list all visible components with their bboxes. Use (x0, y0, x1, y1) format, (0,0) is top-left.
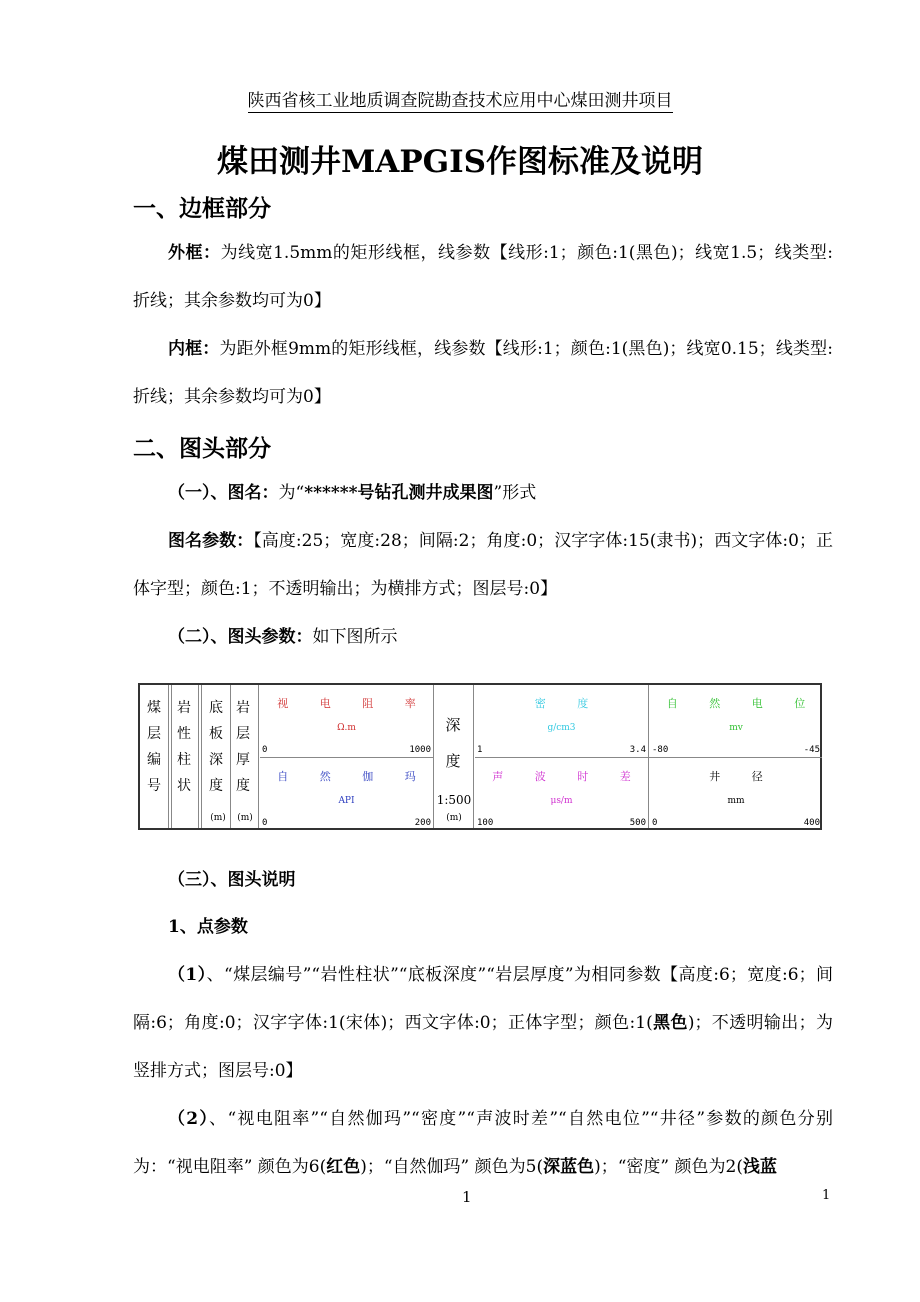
curve-unit: mm (727, 796, 745, 806)
unit-label: (m) (237, 813, 253, 823)
curve-name: 声 波 时 差 (492, 770, 631, 783)
depth-label: 深度 (445, 716, 461, 770)
point-params-paragraph-2: （2）、“视电阻率”“自然伽玛”“密度”“声波时差”“自然电位”“井径”参数的颜色分别为：“视电阻率” 颜色为6(红色)；“自然伽玛” 颜色为5(深蓝色)；“密度” 颜色为2(浅蓝 (133, 1109, 833, 1177)
col-lithology: 岩性柱状 (177, 700, 191, 794)
section-heading-1: 一、边框部分 (133, 195, 271, 222)
curve-scale-max: -45 (803, 745, 820, 755)
curve-scale-min: 0 (262, 818, 268, 828)
map-name-params-paragraph: 图名参数：【高度:25；宽度:28；间隔:2；角度:0；汉字字体:15(隶书)；西文字体:0；正体字型；颜色:1；不透明输出；为横排方式；图层号:0】 (133, 531, 833, 599)
curve-unit: Ω.m (337, 723, 356, 733)
log-header-diagram (138, 683, 822, 830)
subheading-point-params: 1、点参数 (168, 917, 248, 937)
section-heading-2: 二、图头部分 (133, 435, 271, 462)
curve-scale-min: -80 (652, 745, 669, 755)
curve-scale-min: 1 (477, 745, 483, 755)
running-header: 陕西省核工业地质调查院勘查技术应用中心煤田测井项目 (247, 91, 673, 111)
col-layer-thickness: 岩层厚度 (236, 700, 250, 794)
map-name-paragraph: （一）、图名：为“******号钻孔测井成果图”形式 (168, 483, 537, 503)
depth-unit: (m) (446, 813, 462, 823)
col-floor-depth: 底板深度 (209, 700, 223, 794)
curve-scale-max: 200 (414, 818, 431, 828)
curve-scale-max: 1000 (409, 745, 431, 755)
point-params-paragraph-1: （1）、“煤层编号”“岩性柱状”“底板深度”“岩层厚度”为相同参数【高度:6；宽度:6；间隔:6；角度:0；汉字字体:1(宋体)；西文字体:0；正体字型；颜色:1(黑色)；不透明输出；为竖排方式；图层号:0】 (133, 965, 833, 1081)
curve-scale-max: 500 (629, 818, 646, 828)
col-coal-seam-id: 煤层编号 (147, 700, 161, 794)
page-number: 1 (462, 1188, 472, 1206)
curve-name: 密 度 (534, 697, 589, 710)
page-title: 煤田测井MAPGIS作图标准及说明 (216, 144, 704, 180)
curve-scale-min: 0 (262, 745, 268, 755)
inner-frame-paragraph: 内框：为距外框9mm的矩形线框，线参数【线形:1；颜色:1(黑色)；线宽0.15；线类型:折线；其余参数均可为0】 (133, 339, 833, 407)
curve-unit: μs/m (550, 796, 573, 806)
curve-name: 自 然 电 位 (666, 697, 806, 710)
curve-scale-max: 400 (803, 818, 820, 828)
curve-name: 井 径 (709, 770, 763, 783)
depth-scale: 1:500 (436, 793, 472, 807)
page-number-right: 1 (822, 1188, 831, 1203)
curve-scale-max: 3.4 (629, 745, 646, 755)
curve-scale-min: 100 (477, 818, 494, 828)
header-params-paragraph: （二）、图头参数：如下图所示 (168, 627, 398, 647)
curve-scale-min: 0 (652, 818, 658, 828)
subheading-header-notes: （三）、图头说明 (168, 870, 296, 890)
outer-frame-paragraph: 外框：为线宽1.5mm的矩形线框，线参数【线形:1；颜色:1(黑色)；线宽1.5；线类型:折线；其余参数均可为0】 (133, 243, 834, 311)
curve-name: 自 然 伽 玛 (277, 770, 416, 783)
unit-label: (m) (210, 813, 226, 823)
curve-name: 视 电 阻 率 (277, 697, 416, 710)
curve-unit: API (338, 796, 355, 806)
curve-unit: g/cm3 (547, 723, 576, 733)
curve-unit: mv (729, 723, 743, 733)
